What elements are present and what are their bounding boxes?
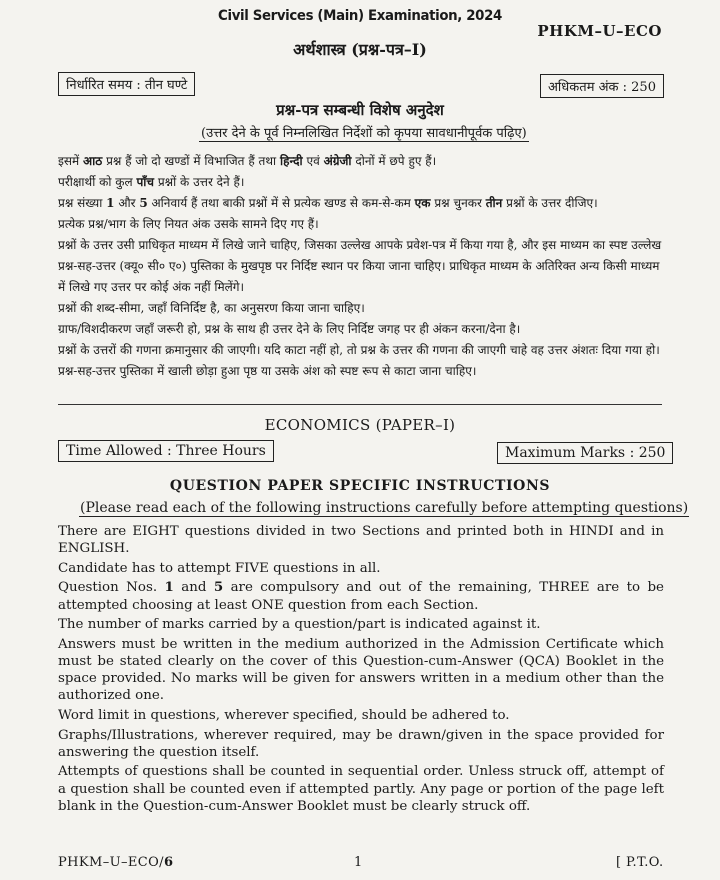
section-divider	[58, 404, 662, 405]
paper-code: PHKM–U–ECO	[537, 22, 662, 40]
page-number: 1	[354, 855, 363, 870]
english-instruction-1: There are EIGHT questions divided in two Sections and printed both in HINDI and in ENGLISH.	[58, 524, 664, 557]
english-instruction-3: Question Nos. 1 and 5 are compulsory and out of the remaining, THREE are to be attempted choosing at least ONE question from each Section.	[58, 579, 664, 613]
footer-paper-code: PHKM–U–ECO/6	[58, 855, 174, 870]
please-turn-over: [ P.T.O.	[616, 855, 664, 870]
english-paper-title: ECONOMICS (PAPER–I)	[264, 416, 456, 434]
english-instruction-8: Attempts of questions shall be counted in sequential order. Unless struck off, attempt of a question shall be counted even if attempted partly. Any page or portion of the page left blank in the Question-cum-Answer Booklet must be clearly struck off.	[58, 764, 664, 814]
hindi-instructions-subheading: (उत्तर देने के पूर्व निम्नलिखित निर्देशों को कृपया सावधानीपूर्वक पढ़िए)	[199, 123, 529, 142]
hindi-time-allowed-box: निर्धारित समय : तीन घण्टे	[58, 72, 195, 96]
hindi-max-marks-box: अधिकतम अंक : 250	[540, 74, 664, 98]
english-instruction-4: The number of marks carried by a question/part is indicated against it.	[58, 617, 541, 633]
hindi-instruction-3: प्रश्न संख्या 1 और 5 अनिवार्य हैं तथा बाकी प्रश्नों में से प्रत्येक खण्ड से कम-से-कम एक प्रश्न चुनकर तीन प्रश्नों के उत्तर दीजिए।	[58, 196, 598, 210]
hindi-instruction-7: ग्राफ/विशदीकरण जहाँ जरूरी हो, प्रश्न के साथ ही उत्तर देने के लिए निर्दिष्ट जगह पर ही अंकन करना/देना है।	[58, 322, 521, 336]
exam-name: Civil Services (Main) Examination, 2024	[218, 8, 502, 24]
hindi-instruction-8: प्रश्नों के उत्तरों की गणना क्रमानुसार की जाएगी। यदि काटा नहीं हो, तो प्रश्न के उत्तर की गणना की जाएगी चाहे वह उत्तर अंशतः दिया गया हो। प्रश्न-सह-उत्तर पुस्तिका में खाली छोड़ा हुआ पृष्ठ या उसके अंश को स्पष्ट रूप से काटा जाना चाहिए।	[58, 343, 660, 378]
english-instruction-5: Answers must be written in the medium authorized in the Admission Certificate which must be stated clearly on the cover of this Question-cum-Answer (QCA) Booklet in the space provided. No marks will be given for answers written in a medium other than the authorized one.	[58, 636, 664, 704]
hindi-instruction-4: प्रत्येक प्रश्न/भाग के लिए नियत अंक उसके सामने दिए गए हैं।	[58, 217, 319, 231]
hindi-paper-title: अर्थशास्त्र (प्रश्न-पत्र–I)	[293, 40, 427, 59]
hindi-instructions-heading: प्रश्न-पत्र सम्बन्धी विशेष अनुदेश	[276, 101, 444, 119]
hindi-instructions	[58, 151, 666, 382]
hindi-instruction-1: इसमें आठ प्रश्न हैं जो दो खण्डों में विभाजित हैं तथा हिन्दी एवं अंग्रेजी दोनों में छपे हुए हैं।	[58, 154, 437, 168]
hindi-instruction-5: प्रश्नों के उत्तर उसी प्राधिकृत माध्यम में लिखे जाने चाहिए, जिसका उल्लेख आपके प्रवेश-पत्र में किया गया है, और इस माध्यम का स्पष्ट उल्लेख प्रश्न-सह-उत्तर (क्यू० सी० ए०) पुस्तिका के मुखपृष्ठ पर निर्दिष्ट स्थान पर किया जाना चाहिए। प्राधिकृत माध्यम के अतिरिक्त अन्य किसी माध्यम में लिखे गए उत्तर पर कोई अंक नहीं मिलेंगे।	[58, 238, 662, 294]
english-instructions	[58, 523, 664, 817]
english-instruction-6: Word limit in questions, wherever specified, should be adhered to.	[58, 707, 510, 723]
english-instructions-heading: QUESTION PAPER SPECIFIC INSTRUCTIONS	[169, 478, 551, 494]
english-instructions-subheading: (Please read each of the following instructions carefully before attempting questions)	[80, 500, 689, 516]
english-time-allowed-box: Time Allowed : Three Hours	[58, 440, 274, 462]
english-instruction-2: Candidate has to attempt FIVE questions in all.	[58, 560, 381, 576]
english-max-marks-box: Maximum Marks : 250	[497, 442, 673, 464]
english-instruction-7: Graphs/Illustrations, wherever required, may be drawn/given in the space provided for answering the question itself.	[58, 727, 664, 760]
hindi-instruction-6: प्रश्नों की शब्द-सीमा, जहाँ विनिर्दिष्ट है, का अनुसरण किया जाना चाहिए।	[58, 301, 365, 315]
hindi-instruction-2: परीक्षार्थी को कुल पाँच प्रश्नों के उत्तर देने हैं।	[58, 175, 245, 189]
